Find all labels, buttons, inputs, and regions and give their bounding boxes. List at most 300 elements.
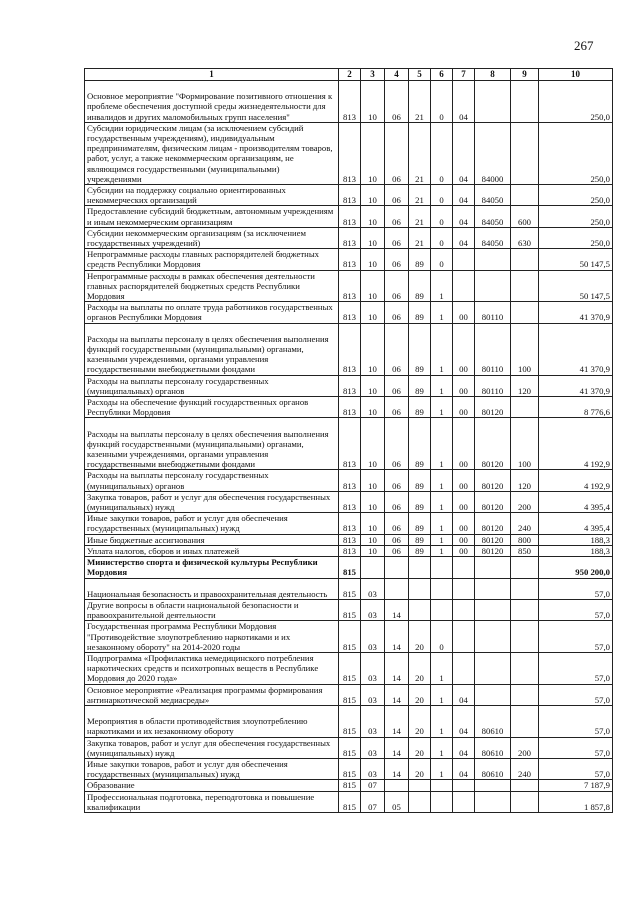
program-cell: 20 xyxy=(409,758,431,779)
expense-type-cell: 200 xyxy=(511,491,539,512)
section-cell: 07 xyxy=(361,791,385,812)
direction-cell xyxy=(475,249,511,270)
program-cell: 89 xyxy=(409,545,431,556)
section-cell: 07 xyxy=(361,780,385,791)
section-cell: 10 xyxy=(361,249,385,270)
table-row xyxy=(85,684,613,705)
amount-cell: 188,3 xyxy=(539,534,613,545)
subprogram-cell: 1 xyxy=(431,652,453,684)
header-cell: 9 xyxy=(511,69,539,81)
section-cell: 10 xyxy=(361,302,385,323)
section-cell: 10 xyxy=(361,206,385,227)
program-cell: 20 xyxy=(409,705,431,737)
direction-cell: 80120 xyxy=(475,470,511,491)
expense-type-cell xyxy=(511,270,539,302)
item-name-cell: Министерство спорта и физической культуры Республики Мордовия xyxy=(85,557,339,578)
direction-cell: 80610 xyxy=(475,705,511,737)
amount-cell: 57,0 xyxy=(539,599,613,620)
table-row xyxy=(85,302,613,323)
subprogram-cell: 1 xyxy=(431,545,453,556)
direction-cell xyxy=(475,652,511,684)
program-cell: 89 xyxy=(409,323,431,375)
amount-cell: 57,0 xyxy=(539,652,613,684)
expense-type-cell xyxy=(511,122,539,184)
admin-code-cell: 813 xyxy=(339,227,361,248)
subprogram-cell: 1 xyxy=(431,705,453,737)
program-cell: 21 xyxy=(409,206,431,227)
item-name-cell: Субсидии юридическим лицам (за исключением субсидий государственным учреждениям), индивидуальным предпринимателям, физическим лицам - производителям товаров, работ, услуг, а также некоммерческим организациям, не являющимся государственными (муниципальными) учреждениями xyxy=(85,122,339,184)
header-cell: 8 xyxy=(475,69,511,81)
header-cell: 5 xyxy=(409,69,431,81)
subprogram-cell: 1 xyxy=(431,758,453,779)
direction-cell: 80110 xyxy=(475,323,511,375)
item-name-cell: Основное мероприятие "Формирование позитивного отношения к проблеме обеспечения доступной среды жизнедеятельности для инвалидов и других маломобильных групп населения" xyxy=(85,81,339,123)
table-row xyxy=(85,81,613,123)
amount-cell: 7 187,9 xyxy=(539,780,613,791)
measure-cell: 04 xyxy=(453,227,475,248)
direction-cell: 80120 xyxy=(475,545,511,556)
subprogram-cell: 1 xyxy=(431,491,453,512)
measure-cell xyxy=(453,652,475,684)
admin-code-cell: 813 xyxy=(339,513,361,534)
amount-cell: 4 395,4 xyxy=(539,513,613,534)
subsection-cell: 14 xyxy=(385,737,409,758)
subprogram-cell: 0 xyxy=(431,249,453,270)
subprogram-cell: 0 xyxy=(431,227,453,248)
admin-code-cell: 813 xyxy=(339,470,361,491)
item-name-cell: Расходы на обеспечение функций государственных органов Республики Мордовия xyxy=(85,397,339,418)
program-cell: 89 xyxy=(409,470,431,491)
admin-code-cell: 815 xyxy=(339,578,361,599)
expense-type-cell xyxy=(511,249,539,270)
item-name-cell: Расходы на выплаты персоналу государственных (муниципальных) органов xyxy=(85,375,339,396)
subprogram-cell xyxy=(431,791,453,812)
direction-cell: 80120 xyxy=(475,513,511,534)
expense-type-cell: 240 xyxy=(511,758,539,779)
program-cell: 89 xyxy=(409,302,431,323)
item-name-cell: Расходы на выплаты персоналу в целях обеспечения выполнения функций государственными (муниципальными) органами, казенными учреждениями, органами управления государственными внебюджетными фондами xyxy=(85,418,339,470)
item-name-cell: Государственная программа Республики Мордовия "Противодействие злоупотреблению наркотиками и их незаконному обороту" на 2014-2020 годы xyxy=(85,621,339,653)
direction-cell xyxy=(475,270,511,302)
program-cell: 89 xyxy=(409,534,431,545)
amount-cell: 250,0 xyxy=(539,206,613,227)
table-row xyxy=(85,397,613,418)
item-name-cell: Иные закупки товаров, работ и услуг для обеспечения государственных (муниципальных) нужд xyxy=(85,758,339,779)
section-cell: 03 xyxy=(361,578,385,599)
section-cell: 03 xyxy=(361,652,385,684)
program-cell: 20 xyxy=(409,621,431,653)
measure-cell: 00 xyxy=(453,323,475,375)
table-row xyxy=(85,375,613,396)
item-name-cell: Профессиональная подготовка, переподготовка и повышение квалификации xyxy=(85,791,339,812)
subsection-cell: 14 xyxy=(385,621,409,653)
direction-cell: 84050 xyxy=(475,227,511,248)
item-name-cell: Уплата налогов, сборов и иных платежей xyxy=(85,545,339,556)
admin-code-cell: 815 xyxy=(339,621,361,653)
item-name-cell: Непрограммные расходы главных распорядителей бюджетных средств Республики Мордовия xyxy=(85,249,339,270)
program-cell xyxy=(409,791,431,812)
table-row xyxy=(85,780,613,791)
amount-cell: 57,0 xyxy=(539,737,613,758)
direction-cell: 84050 xyxy=(475,185,511,206)
item-name-cell: Иные бюджетные ассигнования xyxy=(85,534,339,545)
subsection-cell xyxy=(385,780,409,791)
section-cell: 10 xyxy=(361,375,385,396)
expense-type-cell xyxy=(511,652,539,684)
program-cell: 89 xyxy=(409,270,431,302)
subprogram-cell: 1 xyxy=(431,418,453,470)
amount-cell: 50 147,5 xyxy=(539,270,613,302)
expense-type-cell xyxy=(511,621,539,653)
program-cell: 89 xyxy=(409,249,431,270)
direction-cell xyxy=(475,557,511,578)
table-row xyxy=(85,578,613,599)
amount-cell: 57,0 xyxy=(539,578,613,599)
program-cell: 21 xyxy=(409,122,431,184)
program-cell: 21 xyxy=(409,185,431,206)
subprogram-cell: 0 xyxy=(431,206,453,227)
admin-code-cell: 813 xyxy=(339,534,361,545)
amount-cell: 41 370,9 xyxy=(539,302,613,323)
section-cell: 03 xyxy=(361,621,385,653)
header-cell: 10 xyxy=(539,69,613,81)
subprogram-cell xyxy=(431,557,453,578)
amount-cell: 57,0 xyxy=(539,758,613,779)
amount-cell: 250,0 xyxy=(539,122,613,184)
amount-cell: 4 192,9 xyxy=(539,418,613,470)
admin-code-cell: 813 xyxy=(339,302,361,323)
section-cell: 10 xyxy=(361,397,385,418)
amount-cell: 4 395,4 xyxy=(539,491,613,512)
measure-cell: 00 xyxy=(453,534,475,545)
item-name-cell: Субсидии некоммерческим организациям (за исключением государственных учреждений) xyxy=(85,227,339,248)
table-row xyxy=(85,470,613,491)
amount-cell: 41 370,9 xyxy=(539,375,613,396)
direction-cell: 80610 xyxy=(475,758,511,779)
program-cell: 89 xyxy=(409,513,431,534)
direction-cell xyxy=(475,684,511,705)
table-row xyxy=(85,227,613,248)
program-cell xyxy=(409,578,431,599)
item-name-cell: Непрограммные расходы в рамках обеспечения деятельности главных распорядителей бюджетных средств Республики Мордовия xyxy=(85,270,339,302)
section-cell: 10 xyxy=(361,185,385,206)
direction-cell: 80120 xyxy=(475,397,511,418)
table-row xyxy=(85,557,613,578)
admin-code-cell: 813 xyxy=(339,185,361,206)
table-row xyxy=(85,513,613,534)
table-row xyxy=(85,758,613,779)
expense-type-cell xyxy=(511,705,539,737)
subsection-cell: 06 xyxy=(385,470,409,491)
subprogram-cell xyxy=(431,599,453,620)
subsection-cell: 06 xyxy=(385,81,409,123)
direction-cell: 80120 xyxy=(475,534,511,545)
measure-cell xyxy=(453,621,475,653)
expense-type-cell xyxy=(511,791,539,812)
header-cell: 4 xyxy=(385,69,409,81)
subsection-cell: 06 xyxy=(385,491,409,512)
header-cell: 1 xyxy=(85,69,339,81)
admin-code-cell: 813 xyxy=(339,270,361,302)
subsection-cell: 06 xyxy=(385,545,409,556)
measure-cell: 00 xyxy=(453,397,475,418)
budget-table xyxy=(84,68,613,813)
expense-type-cell: 850 xyxy=(511,545,539,556)
header-cell: 3 xyxy=(361,69,385,81)
section-cell: 10 xyxy=(361,227,385,248)
admin-code-cell: 813 xyxy=(339,418,361,470)
amount-cell: 950 200,0 xyxy=(539,557,613,578)
expense-type-cell: 630 xyxy=(511,227,539,248)
subsection-cell: 06 xyxy=(385,122,409,184)
section-cell: 03 xyxy=(361,684,385,705)
table-header-row xyxy=(85,69,613,81)
subsection-cell: 06 xyxy=(385,185,409,206)
expense-type-cell: 100 xyxy=(511,323,539,375)
subsection-cell: 14 xyxy=(385,599,409,620)
admin-code-cell: 813 xyxy=(339,323,361,375)
item-name-cell: Расходы на выплаты по оплате труда работников государственных органов Республики Мордовия xyxy=(85,302,339,323)
direction-cell: 80120 xyxy=(475,491,511,512)
subsection-cell: 06 xyxy=(385,418,409,470)
admin-code-cell: 815 xyxy=(339,684,361,705)
expense-type-cell: 120 xyxy=(511,470,539,491)
direction-cell: 80110 xyxy=(475,302,511,323)
admin-code-cell: 813 xyxy=(339,81,361,123)
table-row xyxy=(85,122,613,184)
subprogram-cell: 1 xyxy=(431,470,453,491)
header-cell: 7 xyxy=(453,69,475,81)
direction-cell xyxy=(475,621,511,653)
admin-code-cell: 813 xyxy=(339,122,361,184)
section-cell: 10 xyxy=(361,534,385,545)
subsection-cell: 06 xyxy=(385,534,409,545)
subprogram-cell: 0 xyxy=(431,122,453,184)
program-cell: 20 xyxy=(409,737,431,758)
admin-code-cell: 813 xyxy=(339,545,361,556)
table-row xyxy=(85,206,613,227)
expense-type-cell: 100 xyxy=(511,418,539,470)
subsection-cell: 14 xyxy=(385,684,409,705)
direction-cell xyxy=(475,599,511,620)
section-cell: 10 xyxy=(361,270,385,302)
program-cell: 89 xyxy=(409,491,431,512)
table-row xyxy=(85,791,613,812)
program-cell xyxy=(409,557,431,578)
section-cell: 10 xyxy=(361,470,385,491)
item-name-cell: Образование xyxy=(85,780,339,791)
measure-cell: 00 xyxy=(453,545,475,556)
section-cell: 10 xyxy=(361,81,385,123)
measure-cell: 04 xyxy=(453,122,475,184)
direction-cell xyxy=(475,791,511,812)
direction-cell: 80120 xyxy=(475,418,511,470)
direction-cell xyxy=(475,81,511,123)
program-cell: 20 xyxy=(409,652,431,684)
amount-cell: 250,0 xyxy=(539,227,613,248)
section-cell: 10 xyxy=(361,323,385,375)
measure-cell xyxy=(453,270,475,302)
subsection-cell: 14 xyxy=(385,705,409,737)
measure-cell: 00 xyxy=(453,302,475,323)
table-row xyxy=(85,621,613,653)
section-cell: 03 xyxy=(361,758,385,779)
direction-cell xyxy=(475,578,511,599)
item-name-cell: Субсидии на поддержку социально ориентированных некоммерческих организаций xyxy=(85,185,339,206)
table-row xyxy=(85,652,613,684)
table-row xyxy=(85,491,613,512)
section-cell: 10 xyxy=(361,418,385,470)
expense-type-cell xyxy=(511,684,539,705)
measure-cell xyxy=(453,791,475,812)
amount-cell: 8 776,6 xyxy=(539,397,613,418)
table-row xyxy=(85,599,613,620)
subsection-cell: 06 xyxy=(385,375,409,396)
item-name-cell: Закупка товаров, работ и услуг для обеспечения государственных (муниципальных) нужд xyxy=(85,737,339,758)
measure-cell: 00 xyxy=(453,418,475,470)
direction-cell: 80110 xyxy=(475,375,511,396)
expense-type-cell xyxy=(511,185,539,206)
expense-type-cell xyxy=(511,578,539,599)
measure-cell: 00 xyxy=(453,375,475,396)
admin-code-cell: 815 xyxy=(339,758,361,779)
program-cell: 21 xyxy=(409,227,431,248)
measure-cell xyxy=(453,599,475,620)
subsection-cell: 06 xyxy=(385,397,409,418)
expense-type-cell: 800 xyxy=(511,534,539,545)
program-cell: 89 xyxy=(409,375,431,396)
subsection-cell xyxy=(385,557,409,578)
direction-cell: 80610 xyxy=(475,737,511,758)
table-row xyxy=(85,545,613,556)
admin-code-cell: 813 xyxy=(339,491,361,512)
subprogram-cell: 1 xyxy=(431,737,453,758)
measure-cell: 04 xyxy=(453,758,475,779)
subprogram-cell xyxy=(431,780,453,791)
admin-code-cell: 815 xyxy=(339,557,361,578)
subsection-cell: 06 xyxy=(385,206,409,227)
item-name-cell: Закупка товаров, работ и услуг для обеспечения государственных (муниципальных) нужд xyxy=(85,491,339,512)
program-cell: 21 xyxy=(409,81,431,123)
section-cell: 10 xyxy=(361,491,385,512)
item-name-cell: Основное мероприятие «Реализация программы формирования антинаркотической медиасреды» xyxy=(85,684,339,705)
measure-cell: 00 xyxy=(453,491,475,512)
subsection-cell: 06 xyxy=(385,227,409,248)
admin-code-cell: 815 xyxy=(339,780,361,791)
header-cell: 6 xyxy=(431,69,453,81)
program-cell xyxy=(409,780,431,791)
program-cell: 89 xyxy=(409,397,431,418)
section-cell: 03 xyxy=(361,705,385,737)
table-row xyxy=(85,249,613,270)
page-number: 267 xyxy=(574,38,594,53)
subsection-cell: 06 xyxy=(385,249,409,270)
measure-cell xyxy=(453,780,475,791)
subprogram-cell: 0 xyxy=(431,81,453,123)
subprogram-cell xyxy=(431,578,453,599)
expense-type-cell: 240 xyxy=(511,513,539,534)
admin-code-cell: 815 xyxy=(339,791,361,812)
admin-code-cell: 815 xyxy=(339,652,361,684)
subprogram-cell: 0 xyxy=(431,185,453,206)
admin-code-cell: 815 xyxy=(339,599,361,620)
measure-cell: 04 xyxy=(453,737,475,758)
subsection-cell: 05 xyxy=(385,791,409,812)
subsection-cell: 06 xyxy=(385,270,409,302)
item-name-cell: Предоставление субсидий бюджетным, автономным учреждениям и иным некоммерческим организациям xyxy=(85,206,339,227)
measure-cell: 04 xyxy=(453,206,475,227)
header-cell: 2 xyxy=(339,69,361,81)
subsection-cell: 06 xyxy=(385,323,409,375)
measure-cell xyxy=(453,249,475,270)
amount-cell: 57,0 xyxy=(539,621,613,653)
program-cell xyxy=(409,599,431,620)
subprogram-cell: 1 xyxy=(431,270,453,302)
admin-code-cell: 813 xyxy=(339,249,361,270)
expense-type-cell xyxy=(511,557,539,578)
measure-cell: 00 xyxy=(453,513,475,534)
admin-code-cell: 813 xyxy=(339,206,361,227)
measure-cell: 04 xyxy=(453,185,475,206)
admin-code-cell: 813 xyxy=(339,375,361,396)
amount-cell: 250,0 xyxy=(539,185,613,206)
section-cell: 10 xyxy=(361,545,385,556)
expense-type-cell: 600 xyxy=(511,206,539,227)
direction-cell xyxy=(475,780,511,791)
program-cell: 20 xyxy=(409,684,431,705)
amount-cell: 4 192,9 xyxy=(539,470,613,491)
section-cell: 10 xyxy=(361,122,385,184)
expense-type-cell xyxy=(511,302,539,323)
subprogram-cell: 1 xyxy=(431,684,453,705)
admin-code-cell: 815 xyxy=(339,737,361,758)
subprogram-cell: 1 xyxy=(431,534,453,545)
amount-cell: 57,0 xyxy=(539,684,613,705)
item-name-cell: Мероприятия в области противодействия злоупотреблению наркотиками и их незаконному обороту xyxy=(85,705,339,737)
measure-cell: 04 xyxy=(453,684,475,705)
program-cell: 89 xyxy=(409,418,431,470)
section-cell: 03 xyxy=(361,599,385,620)
item-name-cell: Расходы на выплаты персоналу государственных (муниципальных) органов xyxy=(85,470,339,491)
subprogram-cell: 1 xyxy=(431,513,453,534)
subsection-cell: 14 xyxy=(385,758,409,779)
section-cell: 03 xyxy=(361,737,385,758)
item-name-cell: Иные закупки товаров, работ и услуг для обеспечения государственных (муниципальных) нужд xyxy=(85,513,339,534)
section-cell: 10 xyxy=(361,513,385,534)
item-name-cell: Другие вопросы в области национальной безопасности и правоохранительной деятельности xyxy=(85,599,339,620)
table-row xyxy=(85,185,613,206)
subsection-cell: 06 xyxy=(385,302,409,323)
expense-type-cell: 120 xyxy=(511,375,539,396)
subprogram-cell: 0 xyxy=(431,621,453,653)
amount-cell: 1 857,8 xyxy=(539,791,613,812)
admin-code-cell: 815 xyxy=(339,705,361,737)
table-row xyxy=(85,270,613,302)
direction-cell: 84000 xyxy=(475,122,511,184)
amount-cell: 41 370,9 xyxy=(539,323,613,375)
amount-cell: 188,3 xyxy=(539,545,613,556)
subsection-cell: 06 xyxy=(385,513,409,534)
amount-cell: 57,0 xyxy=(539,705,613,737)
subprogram-cell: 1 xyxy=(431,302,453,323)
measure-cell xyxy=(453,557,475,578)
subprogram-cell: 1 xyxy=(431,375,453,396)
item-name-cell: Подпрограмма «Профилактика немедицинского потребления наркотических средств и психотропных веществ в Республике Мордовия до 2020 года» xyxy=(85,652,339,684)
expense-type-cell: 200 xyxy=(511,737,539,758)
measure-cell: 00 xyxy=(453,470,475,491)
expense-type-cell xyxy=(511,81,539,123)
measure-cell xyxy=(453,578,475,599)
